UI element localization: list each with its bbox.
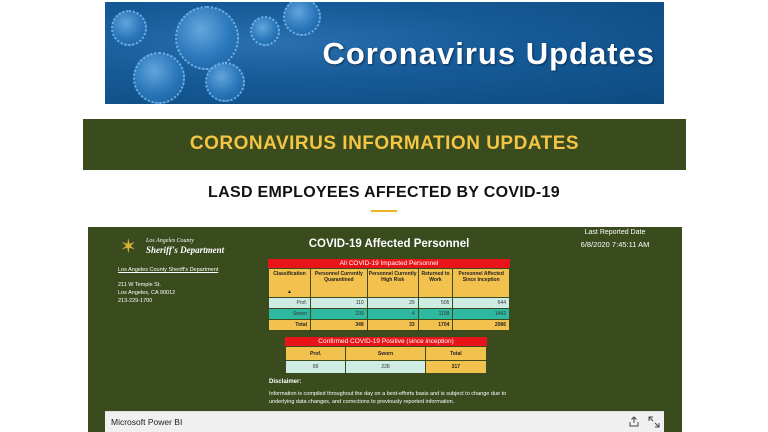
last-reported-label: Last Reported Date xyxy=(584,229,646,236)
info-updates-bar xyxy=(83,119,686,170)
last-reported-value: 6/8/2020 7:45:11 AM xyxy=(580,240,650,249)
coronavirus-banner xyxy=(105,2,664,104)
positive-table-caption: Confirmed COVID-19 Positive (since inception) xyxy=(285,337,487,346)
phone-number: 213-229-1700 xyxy=(118,298,153,304)
column-header[interactable]: Classification ▲ xyxy=(269,269,311,298)
table-row: 89 228 317 xyxy=(286,361,487,374)
powerbi-link[interactable]: Microsoft Power BI xyxy=(111,417,183,427)
logo-main-text: Sheriff's Department xyxy=(146,245,225,255)
address-line-1: 211 W Temple St. xyxy=(118,282,161,288)
powerbi-report[interactable] xyxy=(88,227,682,432)
column-header[interactable]: Personnel Affected Since Inception xyxy=(453,269,510,298)
table-total-row: Total 349 33 1704 2086 xyxy=(269,320,510,331)
address-line-2: Los Angeles, CA 90012 xyxy=(118,290,176,296)
table-row: Sworn 239 4 1199 1442 xyxy=(269,309,510,320)
sort-ascending-icon[interactable]: ▲ xyxy=(287,289,292,295)
confirmed-positive-table xyxy=(285,346,487,374)
column-header[interactable]: Personnel Currently Quarantined xyxy=(311,269,368,298)
column-header[interactable]: Returned to Work xyxy=(418,269,453,298)
sheriff-star-icon: ✶ xyxy=(120,236,137,258)
column-header[interactable]: Sworn xyxy=(346,347,425,361)
lasd-logo xyxy=(120,237,244,259)
column-header[interactable]: Prof. xyxy=(286,347,346,361)
logo-top-text: Los Angeles County xyxy=(146,238,194,244)
info-updates-title: CORONAVIRUS INFORMATION UPDATES xyxy=(189,133,580,154)
gold-divider xyxy=(371,210,397,212)
column-header[interactable]: Total xyxy=(425,347,486,361)
virus-graphic xyxy=(133,52,185,104)
powerbi-footer xyxy=(105,411,664,432)
impacted-table-caption: All COVID-19 Impacted Personnel xyxy=(268,259,510,268)
virus-graphic xyxy=(175,6,239,70)
virus-graphic xyxy=(283,2,321,36)
disclaimer-heading: Disclaimer: xyxy=(269,379,302,385)
department-link[interactable]: Los Angeles County Sheriff's Department xyxy=(118,267,219,273)
table-row: Prof. 110 29 505 644 xyxy=(269,298,510,309)
column-header[interactable]: Personnel Currently High Risk xyxy=(367,269,418,298)
fullscreen-icon[interactable] xyxy=(648,416,660,428)
virus-graphic xyxy=(111,10,147,46)
disclaimer-text: Information is compiled throughout the day on a best-efforts basis and is subject to change due to underlying data changes, and corrections to previously reported information. xyxy=(269,391,507,405)
banner-title: Coronavirus Updates xyxy=(322,36,655,71)
impacted-personnel-table xyxy=(268,268,510,331)
report-title: COVID-19 Affected Personnel xyxy=(308,238,470,250)
section-title: LASD EMPLOYEES AFFECTED BY COVID-19 xyxy=(208,184,560,201)
share-icon[interactable] xyxy=(628,416,640,428)
